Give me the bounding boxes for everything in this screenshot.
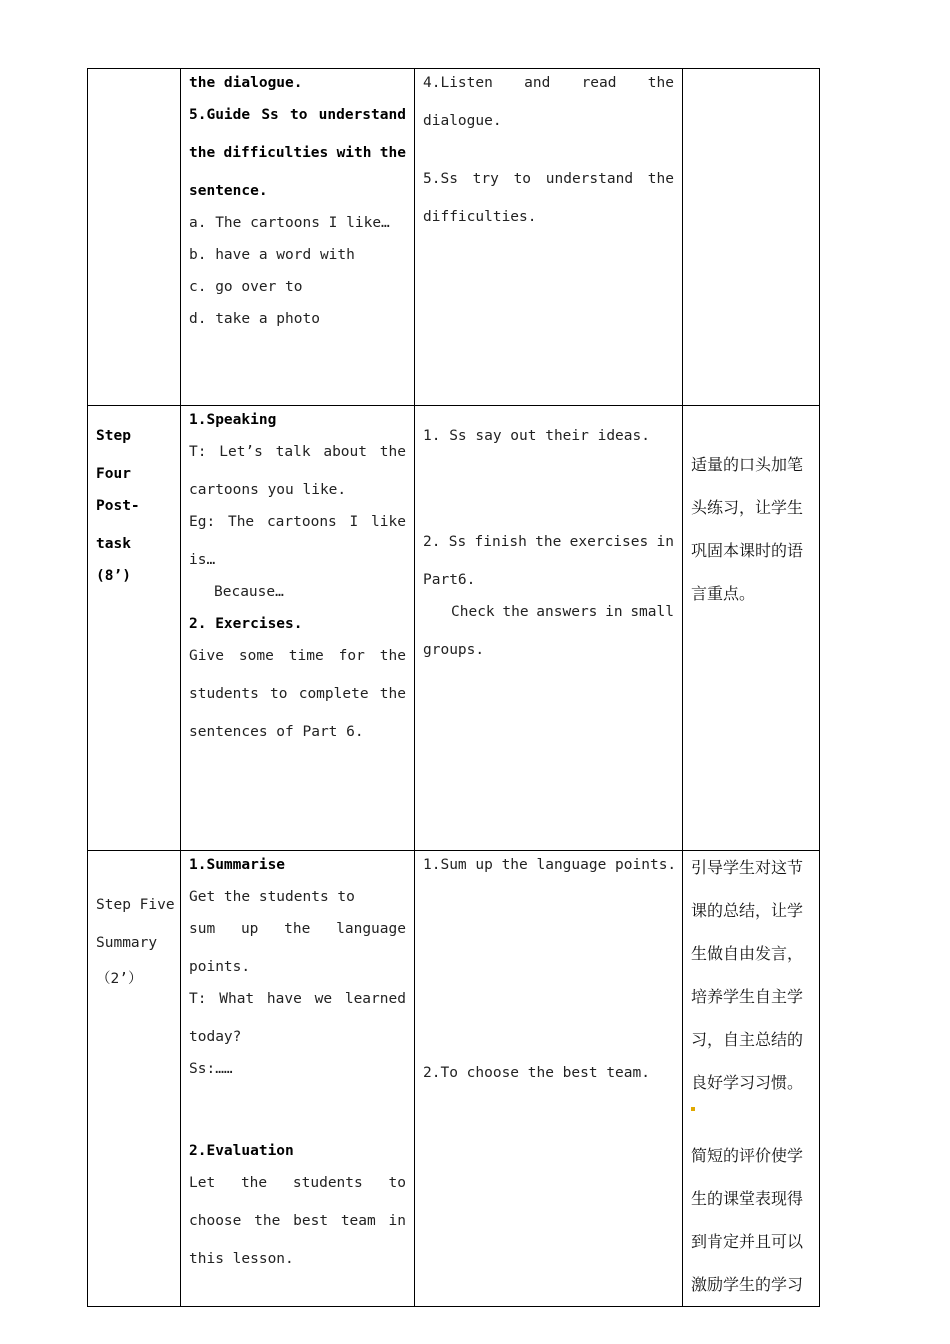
text-line: the dialogue.	[189, 75, 303, 91]
text-line: points.	[189, 959, 251, 975]
text-line: 巩固本课时的语	[691, 541, 804, 560]
student-activity-cell	[415, 406, 683, 851]
purpose-cell	[683, 406, 820, 851]
text-line: 1.Speaking	[189, 412, 277, 428]
text-line: Because…	[214, 584, 284, 600]
step-cell	[88, 69, 181, 406]
table-row	[88, 406, 820, 851]
step-cell	[88, 851, 181, 1307]
step-label: Summary	[96, 935, 158, 951]
text-line: 习，自主总结的	[691, 1030, 804, 1049]
teacher-activity-cell	[181, 851, 415, 1307]
student-activity-cell	[415, 69, 683, 406]
text-line: b. have a word with	[189, 247, 355, 263]
text-line: sentence.	[189, 183, 268, 199]
text-line: 5.Ss try to understand the	[423, 171, 674, 187]
text-line: 言重点。	[691, 584, 756, 603]
purpose-cell	[683, 851, 820, 1307]
text-line: 2.Evaluation	[189, 1143, 294, 1159]
text-line: 头练习，让学生	[691, 498, 804, 517]
text-line: 课的总结，让学	[691, 901, 804, 920]
text-line: 5.Guide Ss to understand	[189, 107, 406, 123]
text-line: T: What have we learned	[189, 991, 406, 1007]
table-row	[88, 851, 820, 1307]
text-line: the difficulties with the	[189, 145, 406, 161]
text-line: today?	[189, 1029, 242, 1045]
text-line: 适量的口头加笔	[691, 455, 804, 474]
text-line: dialogue.	[423, 113, 502, 129]
text-line: Let the students to	[189, 1175, 406, 1191]
teacher-activity-cell	[181, 69, 415, 406]
text-line: sentences of Part 6.	[189, 724, 364, 740]
step-label: Four	[96, 466, 131, 482]
step-label: task	[96, 536, 131, 552]
text-line: 2. Ss finish the exercises in	[423, 534, 674, 550]
table-row	[88, 69, 820, 406]
text-line: 到肯定并且可以	[691, 1232, 804, 1251]
text-line: a. The cartoons I like…	[189, 215, 390, 231]
text-line: 培养学生自主学	[691, 987, 804, 1006]
text-line: Give some time for the	[189, 648, 406, 664]
text-line: 1.Summarise	[189, 857, 286, 873]
step-label: Post-	[96, 498, 140, 514]
teacher-activity-cell	[181, 406, 415, 851]
text-line: Part6.	[423, 572, 476, 588]
purpose-cell	[683, 69, 820, 406]
text-line: groups.	[423, 642, 485, 658]
text-line: 生做自由发言，	[691, 944, 804, 963]
text-line: 2. Exercises.	[189, 616, 303, 632]
text-line: T: Let’s talk about the	[189, 444, 406, 460]
step-time: （2’）	[96, 971, 143, 987]
step-cell	[88, 406, 181, 851]
text-line: this lesson.	[189, 1251, 294, 1267]
student-activity-cell	[415, 851, 683, 1307]
text-line: Check the answers in small	[451, 604, 674, 620]
text-line: 1.Sum up the language points.	[423, 857, 677, 873]
text-line: 简短的评价使学	[691, 1146, 804, 1165]
lesson-plan-table	[87, 68, 820, 1307]
text-line: is…	[189, 552, 216, 568]
text-line: 1. Ss say out their ideas.	[423, 428, 650, 444]
text-line: c. go over to	[189, 279, 303, 295]
text-line: 激励学生的学习	[691, 1275, 804, 1294]
edit-marker	[691, 1101, 811, 1117]
text-line: Get the students to	[189, 889, 355, 905]
text-line: cartoons you like.	[189, 482, 347, 498]
text-line: 引导学生对这节	[691, 858, 804, 877]
text-line: 4.Listen and read the	[423, 75, 674, 91]
text-line: difficulties.	[423, 209, 537, 225]
text-line: choose the best team in	[189, 1213, 406, 1229]
step-label: Step	[96, 428, 131, 444]
text-line: Ss:……	[189, 1061, 233, 1077]
text-line: 良好学习习惯。	[691, 1073, 804, 1092]
text-line: students to complete the	[189, 686, 406, 702]
text-line: Eg: The cartoons I like	[189, 514, 406, 530]
text-line: d. take a photo	[189, 311, 320, 327]
text-line: 生的课堂表现得	[691, 1189, 804, 1208]
text-line: 2.To choose the best team.	[423, 1065, 650, 1081]
text-line: sum up the language	[189, 921, 406, 937]
step-label: Step Five	[96, 897, 175, 913]
step-time: (8’)	[96, 568, 131, 584]
